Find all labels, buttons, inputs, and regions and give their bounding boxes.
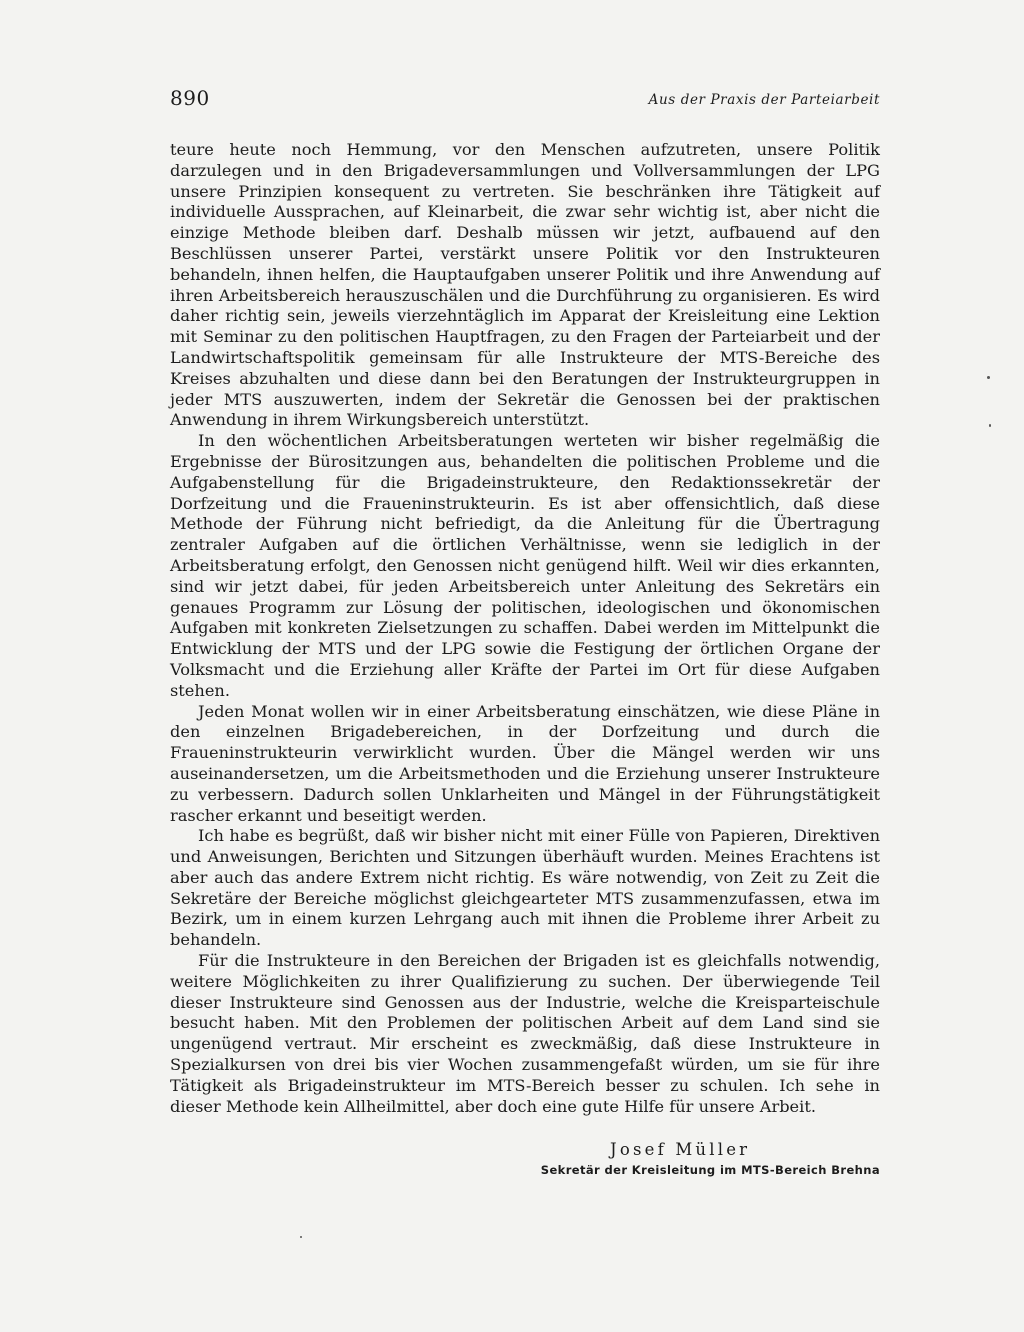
paragraph: Jeden Monat wollen wir in einer Arbeitsberatung einschätzen, wie diese Pläne in den einzelnen Brigadebereichen, in der Dorfzeitung und durch die Fraueninstrukteurin verwirklicht wurden. Über die Mängel werden wir uns auseinandersetzen, um die Arbeitsmethoden und die Erziehung unserer Instrukteure zu verbessern. Dadurch sollen Unklarheiten und Mängel in der Führungstätigkeit rascher erkannt und beseitigt werden. <box>170 701 880 825</box>
scan-speck <box>987 376 990 379</box>
page-number: 890 <box>170 86 210 110</box>
author-name: Josef Müller <box>610 1140 751 1159</box>
scan-speck <box>300 1236 302 1238</box>
paragraph: Für die Instrukteure in den Bereichen der Brigaden ist es gleichfalls notwendig, weitere Möglichkeiten zu ihrer Qualifizierung zu suchen. Der überwiegende Teil dieser Instrukteure sind Genossen aus der Industrie, welche die Kreisparteischule besucht haben. Mit den Problemen der politischen Arbeit auf dem Land sind sie ungenügend vertraut. Mir erscheint es zweckmäßig, daß diese Instrukteure in Spezialkursen von drei bis vier Wochen zusammengefaßt würden, um sie für ihre Tätigkeit als Brigadeinstrukteur im MTS-Bereich besser zu schulen. Ich sehe in dieser Methode kein Allheilmittel, aber doch eine gute Hilfe für unsere Arbeit. <box>170 951 880 1116</box>
paragraph: teure heute noch Hemmung, vor den Menschen aufzutreten, unsere Politik darzulegen und in den Brigadeversammlungen und Vollversammlungen der LPG unsere Prinzipien konsequent zu vertreten. Sie beschränken ihre Tätigkeit auf individuelle Aussprachen, auf Kleinarbeit, die zwar sehr wichtig ist, aber nicht die einzige Methode bleiben darf. Deshalb müssen wir jetzt, aufbauend auf den Beschlüssen unserer Partei, verstärkt unsere Politik vor den Instrukteuren behandeln, ihnen helfen, die Hauptaufgaben unserer Politik und ihre Anwendung auf ihren Arbeitsbereich herauszuschälen und die Durchführung zu organisieren. Es wird daher richtig sein, jeweils vierzehntäglich im Apparat der Kreisleitung eine Lektion mit Seminar zu den politischen Hauptfragen, zu den Fragen der Parteiarbeit und der Landwirtschaftspolitik gemeinsam für alle Instrukteure der MTS-Bereiche des Kreises abzuhalten und diese dann bei den Beratungen der Instrukteurgruppen in jeder MTS auszuwerten, indem der Sekretär die Genossen bei der praktischen Anwendung in ihrem Wirkungsbereich unterstützt. <box>170 140 880 430</box>
scan-speck <box>989 424 991 427</box>
author-title: Sekretär der Kreisleitung im MTS-Bereich Brehna <box>540 1163 880 1177</box>
paragraph: Ich habe es begrüßt, daß wir bisher nicht mit einer Fülle von Papieren, Direktiven und Anweisungen, Berichten und Sitzungen überhäuft wurden. Meines Erachtens ist aber auch das andere Extrem nicht richtig. Es wäre notwendig, von Zeit zu Zeit die Sekretäre der Bereiche möglichst gleichgearteter MTS zusammenzufassen, etwa im Bezirk, um in einem kurzen Lehrgang auch mit ihnen die Probleme ihrer Arbeit zu behandeln. <box>170 826 880 950</box>
paragraph: In den wöchentlichen Arbeitsberatungen werteten wir bisher regelmäßig die Ergebnisse der Bürositzungen aus, behandelten die politischen Probleme und die Aufgabenstellung für die Brigadeinstrukteure, den Redaktionssekretär der Dorfzeitung und die Fraueninstrukteurin. Es ist aber offensichtlich, daß diese Methode der Führung nicht befriedigt, da die Anleitung für die Übertragung zentraler Aufgaben auf die örtlichen Verhältnisse, wenn sie lediglich in der Arbeitsberatung erfolgt, den Genossen nicht genügend hilft. Weil wir dies erkannten, sind wir jetzt dabei, für jeden Arbeitsbereich unter Anleitung des Sekretärs ein genaues Programm zur Lösung der politischen, ideologischen und ökonomischen Aufgaben mit konkreten Zielsetzungen zu schaffen. Dabei werden im Mittelpunkt die Entwicklung der MTS und der LPG sowie die Festigung der örtlichen Organe der Volksmacht und die Erziehung aller Kräfte der Partei im Ort für diese Aufgaben stehen. <box>170 431 880 700</box>
running-head: Aus der Praxis der Parteiarbeit <box>648 92 880 108</box>
page-header <box>170 86 880 116</box>
article-body <box>170 140 880 1117</box>
